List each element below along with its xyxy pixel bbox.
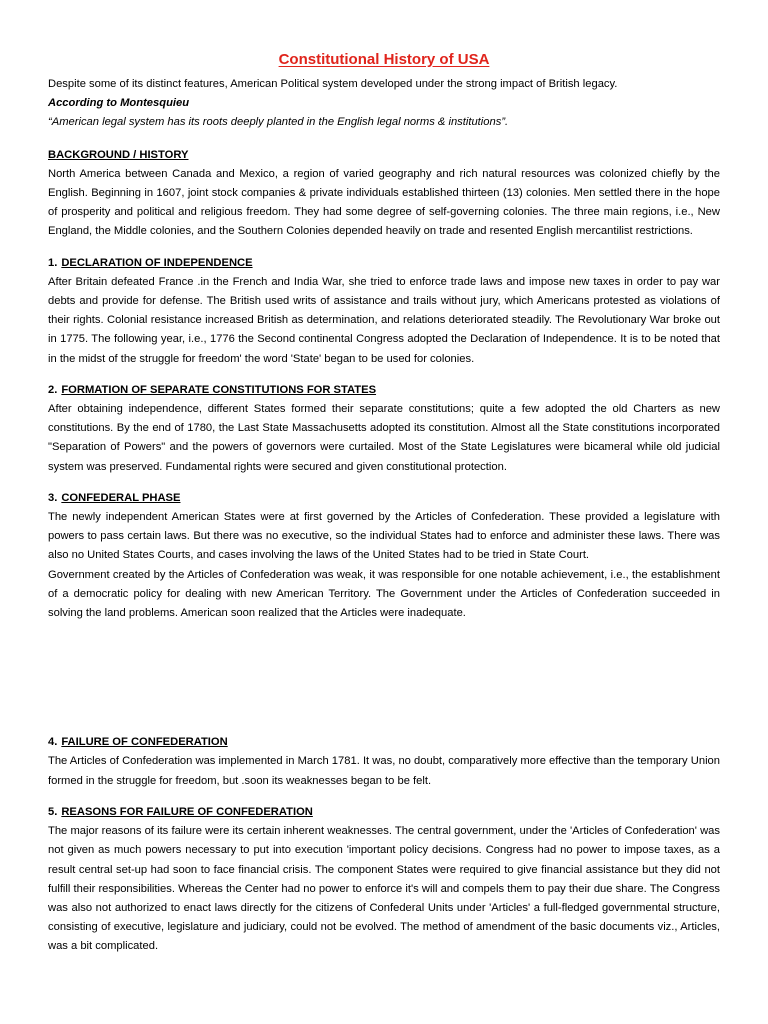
section-number: 1. (48, 256, 58, 269)
section-number: 2. (48, 383, 58, 396)
section-heading-text: BACKGROUND / HISTORY (48, 148, 189, 161)
section-paragraph: North America between Canada and Mexico, a region of varied geography and rich natural resources was colonized chiefly by the English. Beginning in 1607, joint stock companies & private individuals established thirteen (13) colonies. Men settled there in the hope of prosperity and political and religious freedom. They had some degree of self-governing colonies. The three main regions, i.e., New England, the Middle colonies, and the Southern Colonies depended heavily on trade and resented English mercantilist restrictions. (48, 167, 720, 238)
section-heading-text: REASONS FOR FAILURE OF CONFEDERATION (61, 805, 313, 818)
section-heading-failure (48, 733, 720, 752)
section-paragraph: The newly independent American States were at first governed by the Articles of Confederation. These provided a legislature with powers to pass certain laws. But there was no executive, so the individual States had to enforce and administer these laws. There was also no United States Courts, and cases involving the laws of the United States had to be tried in State Court. (48, 511, 720, 562)
section-heading-reasons (48, 803, 720, 822)
attribution-line: According to Montesquieu (48, 97, 190, 110)
section-heading-text: FORMATION OF SEPARATE CONSTITUTIONS FOR STATES (61, 383, 377, 396)
section-paragraph: The Articles of Confederation was implemented in March 1781. It was, no doubt, comparatively more effective than the temporary Union formed in the struggle for freedom, but .soon its weaknesses began to be felt. (48, 755, 720, 787)
section-number: 4. (48, 736, 58, 749)
section-heading-confederal-phase (48, 489, 720, 508)
section-heading-text: CONFEDERAL PHASE (61, 491, 181, 504)
document-page (48, 50, 720, 957)
section-paragraph: Government created by the Articles of Confederation was weak, it was responsible for one notable achievement, i.e., the establishment of a democratic policy for dealing with new American Territory. The Government under the Articles of Confederation succeeded in solving the land problems. American soon realized that the Articles were inadequate. (48, 568, 720, 620)
section-heading-text: DECLARATION OF INDEPENDENCE (61, 256, 253, 269)
section-number: 5. (48, 805, 58, 818)
section-paragraph: After obtaining independence, different States formed their separate constitutions; quite a few adopted the old Charters as new constitutions. By the end of 1780, the Last State Massachusetts adopted its constitution. Almost all the State constitutions incorporated "Separation of Powers" and the powers of governors were curtailed. Most of the State Legislatures were bicameral while old judicial system was preserved. Fundamental rights were secured and given constitutional protection. (48, 403, 720, 473)
section-heading-text: FAILURE OF CONFEDERATION (61, 736, 228, 749)
section-heading-background (48, 146, 720, 165)
section-paragraph: After Britain defeated France .in the French and India War, she tried to enforce trade laws and impose new taxes in order to pay war debts and provide for defense. The British used writs of assistance and trails without jury, which Americans protested as violations of their rights. Colonial resistance increased British as determination, and relations deteriorated steadily. The Revolutionary War broke out in 1775. The following year, i.e., 1776 the Second continental Congress adopted the Declaration of Independence. It is to be noted that in the midst of the struggle for freedom' the word 'State' began to be used for colonies. (48, 275, 720, 365)
section-heading-state-constitutions (48, 381, 720, 400)
document-title: Constitutional History of USA (278, 51, 490, 68)
page-whitespace (48, 623, 720, 721)
quote-paragraph: “American legal system has its roots deeply planted in the English legal norms & institutions”. (48, 116, 509, 129)
section-heading-declaration (48, 254, 720, 273)
section-number: 3. (48, 491, 58, 504)
section-paragraph: The major reasons of its failure were its certain inherent weaknesses. The central government, under the 'Articles of Confederation' was not given as much powers necessary to put into execution 'important policy decisions. Congress had no power to impose taxes, as a result central set-up had soon to face financial crisis. The component States were required to give financial assistance but they did not fulfill their responsibilities. Whereas the Center had no power to enforce it's will and compels them to pay their due share. The Congress was also not authorized to enact laws directly for the citizens of Confederal Units under 'Articles' a full-fledged governmental structure, consisting of executive, legislature and judiciary, could not be evolved. The method of amendment of the basic documents viz., Articles, was a bit complicated. (48, 825, 720, 953)
intro-paragraph: Despite some of its distinct features, American Political system developed under the strong impact of British legacy. (48, 78, 618, 90)
